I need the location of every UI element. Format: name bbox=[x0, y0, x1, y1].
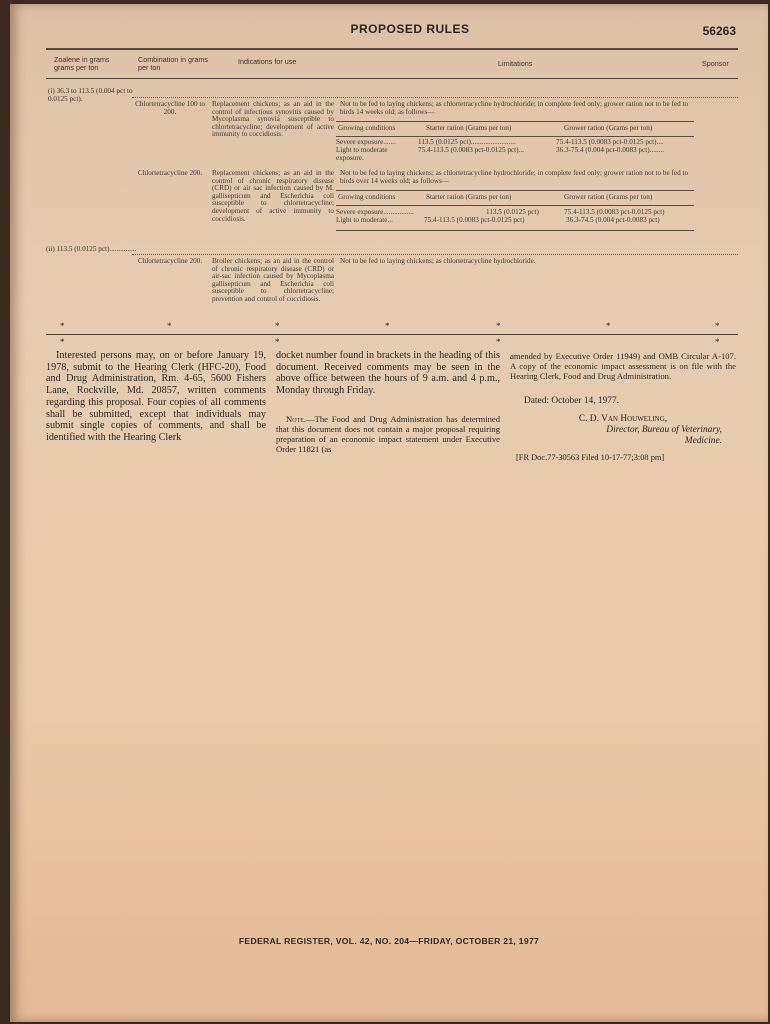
subtable-b-r1c3: 75.4-113.5 (0.0083 pct-0.0125 pct) bbox=[564, 208, 665, 216]
header-rule bbox=[46, 48, 738, 50]
subtable-b-r1c2: 113.5 (0.0125 pct) bbox=[486, 208, 539, 216]
subtable-a-r2c1: Light to moderate exposure. bbox=[336, 146, 388, 162]
subtable-a-h3: Grower ration (Grams per ton) bbox=[564, 124, 653, 132]
subtable-b-r2c3: 36.3-74.5 (0.004 pct-0.0083 pct) bbox=[566, 216, 660, 224]
dated-line: Dated: October 14, 1977. bbox=[524, 396, 620, 406]
row1-combo-b: Chlortetracycline 200. bbox=[137, 169, 203, 177]
subtable-a-h1: Growing conditions bbox=[338, 124, 396, 132]
subtable-b-top-rule bbox=[336, 190, 694, 191]
col-header-combination: Combination in grams per ton bbox=[138, 55, 208, 72]
signer-name: C. D. Van Houweling, bbox=[578, 414, 668, 424]
col-header-limitations: Limitations bbox=[498, 59, 533, 68]
body-paragraph-docket: docket number found in brackets in the heading of this document. Received comments may be seen in the above office between the hours of 9 a.m. and 4 p.m., Monday through Friday. bbox=[276, 350, 500, 397]
subtable-b-r2c1: Light to moderate... bbox=[336, 216, 393, 224]
table-bottom-rule bbox=[46, 334, 738, 335]
separator-dot: * bbox=[275, 337, 280, 347]
note-text: —The Food and Drug Administration has determined that this document does not contain a major proposal requiring preparation of an economic impact statement under Executive Order 11821 (as bbox=[276, 414, 500, 454]
subtable-b-r2c2: 75.4-113.5 (0.0083 pct-0.0125 pct) bbox=[424, 216, 525, 224]
row1-limitation-b: Not to be fed to laying chickens; as chlortetracycline hydrochloride; in complete feed only; grower ration not to be fed to birds over 14 weeks old; as follows— bbox=[340, 169, 689, 185]
page-footer: FEDERAL REGISTER, VOL. 42, NO. 204—FRIDAY, OCTOBER 21, 1977 bbox=[238, 936, 540, 946]
separator-dot: * bbox=[385, 321, 390, 331]
col-header-sponsor: Sponsor bbox=[702, 59, 729, 68]
separator-dot: * bbox=[715, 321, 720, 331]
col-header-indications: Indications for use bbox=[238, 57, 297, 66]
row1-leader bbox=[132, 97, 738, 98]
separator-dot: * bbox=[167, 321, 172, 331]
row2-indication: Broiler chickens; as an aid in the control of chronic respiratory disease (CRD) or air-sac infection caused by Mycoplasma gallisepticum and Escherichia coli susceptible to chlortetracycline; prevention and control of coccidiosis. bbox=[212, 257, 334, 303]
row2-leader bbox=[132, 254, 738, 255]
subtable-a-r2c3: 36.3-75.4 (0.004 pct-0.0083 pct)........ bbox=[556, 146, 664, 154]
subtable-b-bottom-rule bbox=[336, 230, 694, 231]
page-number: 56263 bbox=[702, 24, 736, 38]
row1-limitation-a: Not to be fed to laying chickens; as chlortetracycline hydrochloride; in complete feed only; grower ration not to be fed to birds 14 weeks old; as follows— bbox=[340, 100, 689, 116]
row2-zoalene: (ii) 113.5 (0.0125 pct)............... bbox=[46, 245, 137, 253]
separator-dot: * bbox=[60, 321, 65, 331]
subtable-a-r2c2: 75.4-113.5 (0.0083 pct-0.0125 pct)... bbox=[418, 146, 524, 154]
subtable-b-h1: Growing conditions bbox=[338, 193, 396, 201]
separator-dot: * bbox=[496, 337, 501, 347]
page-header-title: PROPOSED RULES bbox=[350, 22, 470, 36]
row2-combo: Chlortetracycline 200. bbox=[137, 257, 203, 265]
subtable-b-mid-rule bbox=[336, 205, 694, 206]
row1-indication-b: Replacement chickens; as an aid in the control of chronic respiratory disease (CRD) or air sac infection caused by M. gallisepticum and Escherichia coli susceptible to chlortetracycline; development of active immunity to coccidiosis. bbox=[212, 169, 334, 223]
subtable-b-r1c1: Severe exposure................. bbox=[336, 208, 414, 216]
signer-title-2: Medicine. bbox=[684, 436, 722, 446]
separator-dot: * bbox=[60, 337, 65, 347]
separator-dot: * bbox=[496, 321, 501, 331]
row1-indication-a: Replacement chickens; as an aid in the control of infectious synovitis caused by Mycoplasma synovia susceptible to chlortetracycline; development of active immunity to coccidiosis. bbox=[212, 100, 334, 139]
col-header-zoalene: Zoalene in grams grams per ton bbox=[54, 55, 110, 72]
table-header-rule bbox=[46, 78, 738, 79]
separator-dot: * bbox=[715, 337, 720, 347]
fr-doc-line: [FR Doc.77-30563 Filed 10-17-77;3:08 pm] bbox=[516, 453, 665, 462]
row1-zoalene: (i) 36.3 to 113.5 (0.004 pct to 0.0125 pct). bbox=[48, 87, 133, 103]
subtable-a-mid-rule bbox=[336, 136, 694, 137]
document-page bbox=[10, 4, 768, 1022]
body-paragraph-comments: Interested persons may, on or before January 19, 1978, submit to the Hearing Clerk (HFC-20), Food and Drug Administration, Rm. 4-65, 5600 Fishers Lane, Rockville, Md. 20857, written comments regarding this proposal. Four copies of all comments shall be submitted, except that individuals may submit single copies of comments, and shall be identified with the Hearing Clerk bbox=[46, 350, 266, 443]
subtable-b-h3: Grower ration (Grams per ton) bbox=[564, 193, 653, 201]
subtable-b-h2: Starter ration (Grams per ton) bbox=[426, 193, 512, 201]
subtable-a-r1c1: Severe exposure....... bbox=[336, 138, 396, 146]
subtable-a-r1c2: 113.5 (0.0125 pct)......................... bbox=[418, 138, 516, 146]
row1-combo-a: Chlortetracycline 100 to 200. bbox=[135, 100, 205, 116]
subtable-a-r1c3: 75.4-113.5 (0.0083 pct-0.0125 pct).... bbox=[556, 138, 664, 146]
note-label: Note. bbox=[286, 414, 307, 424]
body-paragraph-executive-order: amended by Executive Order 11949) and OMB Circular A-107. A copy of the economic impact assessment is on file with the Hearing Clerk, Food and Drug Administration. bbox=[510, 351, 736, 381]
separator-dot: * bbox=[606, 321, 611, 331]
subtable-a-h2: Starter ration (Grams per ton) bbox=[426, 124, 512, 132]
separator-dot: * bbox=[275, 321, 280, 331]
subtable-a-top-rule bbox=[336, 121, 694, 122]
body-paragraph-note bbox=[276, 414, 500, 454]
signer-title-1: Director, Bureau of Veterinary, bbox=[606, 425, 722, 435]
row2-limitation: Not to be fed to laying chickens; as chlortetracycline hydrochloride. bbox=[340, 257, 536, 265]
